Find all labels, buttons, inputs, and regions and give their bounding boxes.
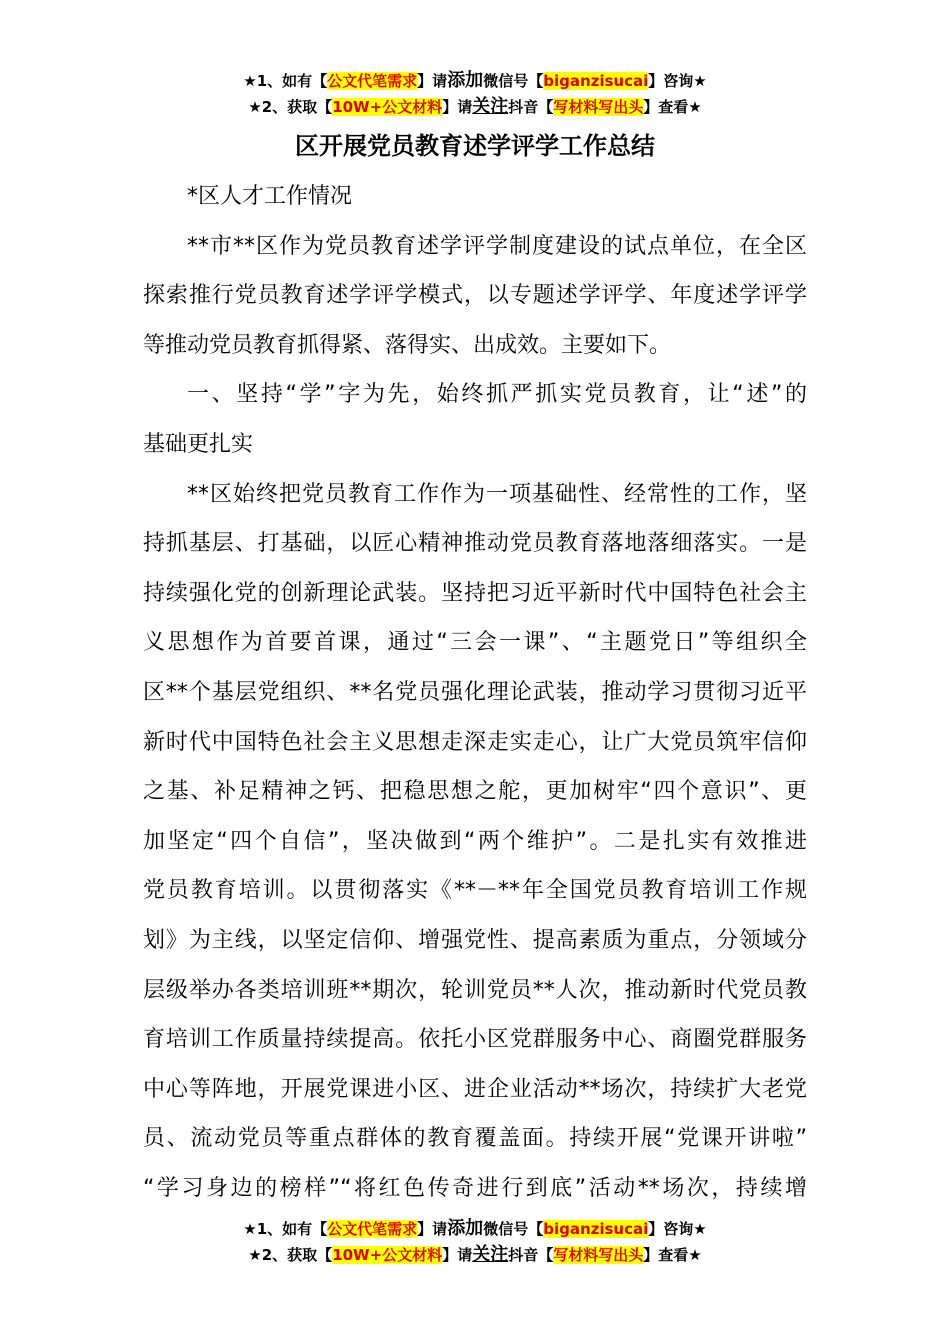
body-line: 育培训工作质量持续提高。依托小区党群服务中心、商圈党群服务 [143, 1027, 807, 1053]
banner-line-1 [0, 68, 950, 94]
banner-emphasis: 关注 [472, 1244, 509, 1265]
body-line: 探索推行党员教育述学评学模式，以专题述学评学、年度述学评学 [143, 283, 807, 309]
banner-line-1 [0, 1216, 950, 1242]
banner-line-2 [0, 1242, 950, 1268]
banner-highlight: 10W+公文材料 [332, 98, 443, 116]
body-line: 持抓基层、打基础，以匠心精神推动党员教育落地落细落实。一是 [143, 531, 807, 557]
body-line: 中心等阵地，开展党课进小区、进企业活动**场次，持续扩大老党 [143, 1076, 807, 1102]
body-line: 等推动党员教育抓得紧、落得实、出成效。主要如下。 [143, 332, 672, 358]
banner-text: 】查看★ [643, 98, 702, 116]
document-title: 区开展党员教育述学评学工作总结 [295, 132, 655, 160]
body-line: **市**区作为党员教育述学评学制度建设的试点单位，在全区 [187, 233, 807, 259]
banner-emphasis: 关注 [472, 96, 509, 117]
banner-text: 】请 [442, 1246, 473, 1264]
banner-highlight: 公文代笔需求 [327, 72, 418, 90]
body-line: **区始终把党员教育工作作为一项基础性、经常性的工作，坚 [187, 481, 807, 507]
body-line: 加坚定“四个自信”，坚决做到“两个维护”。二是扎实有效推进 [143, 828, 807, 854]
banner-highlight: 公文代笔需求 [327, 1220, 418, 1238]
body-line: 员、流动党员等重点群体的教育覆盖面。持续开展“党课开讲啦” [143, 1126, 807, 1152]
banner-text: 】请 [442, 98, 473, 116]
body-line: *区人才工作情况 [187, 184, 353, 209]
body-line: 义思想作为首要首课，通过“三会一课”、“主题党日”等组织全 [143, 630, 807, 656]
body-line: 持续强化党的创新理论武装。坚持把习近平新时代中国特色社会主 [143, 580, 807, 606]
banner-text: 微信号【 [483, 1220, 544, 1238]
top-banner [0, 68, 950, 120]
banner-emphasis: 添加 [447, 70, 484, 91]
banner-highlight: biganzisucai [543, 1220, 649, 1238]
banner-text: 】咨询★ [648, 72, 707, 90]
body-line: 区**个基层党组织、**名党员强化理论武装，推动学习贯彻习近平 [143, 679, 807, 705]
body-line: 划》为主线，以坚定信仰、增强党性、提高素质为重点，分领域分 [143, 927, 807, 953]
section-heading: 一、坚持“学”字为先，始终抓严抓实党员教育，让“述”的 [187, 382, 807, 408]
banner-text: 】请 [417, 1220, 448, 1238]
banner-highlight: biganzisucai [543, 72, 649, 90]
banner-text: 微信号【 [483, 72, 544, 90]
banner-text: 抖音【 [508, 1246, 554, 1264]
banner-text: 抖音【 [508, 98, 554, 116]
banner-text: ★2、获取【 [248, 98, 333, 116]
banner-line-2 [0, 94, 950, 120]
banner-text: ★2、获取【 [248, 1246, 333, 1264]
banner-highlight: 写材料写出头 [553, 98, 644, 116]
banner-highlight: 写材料写出头 [553, 1246, 644, 1264]
bottom-banner [0, 1216, 950, 1268]
banner-emphasis: 添加 [447, 1218, 484, 1239]
body-line: 新时代中国特色社会主义思想走深走实走心，让广大党员筑牢信仰 [143, 729, 807, 755]
body-line: 党员教育培训。以贯彻落实《**－**年全国党员教育培训工作规 [143, 878, 807, 904]
banner-text: 】请 [417, 72, 448, 90]
body-line: “学习身边的榜样”“将红色传奇进行到底”活动**场次，持续增 [143, 1175, 807, 1201]
section-heading: 基础更扎实 [143, 431, 254, 457]
body-line: 之基、补足精神之钙、把稳思想之舵，更加树牢“四个意识”、更 [143, 779, 807, 805]
banner-text: ★1、如有【 [243, 72, 328, 90]
banner-text: ★1、如有【 [243, 1220, 328, 1238]
banner-text: 】查看★ [643, 1246, 702, 1264]
banner-highlight: 10W+公文材料 [332, 1246, 443, 1264]
document-body [143, 172, 807, 1213]
body-line: 层级举办各类培训班**期次，轮训党员**人次，推动新时代党员教 [143, 977, 807, 1003]
banner-text: 】咨询★ [648, 1220, 707, 1238]
